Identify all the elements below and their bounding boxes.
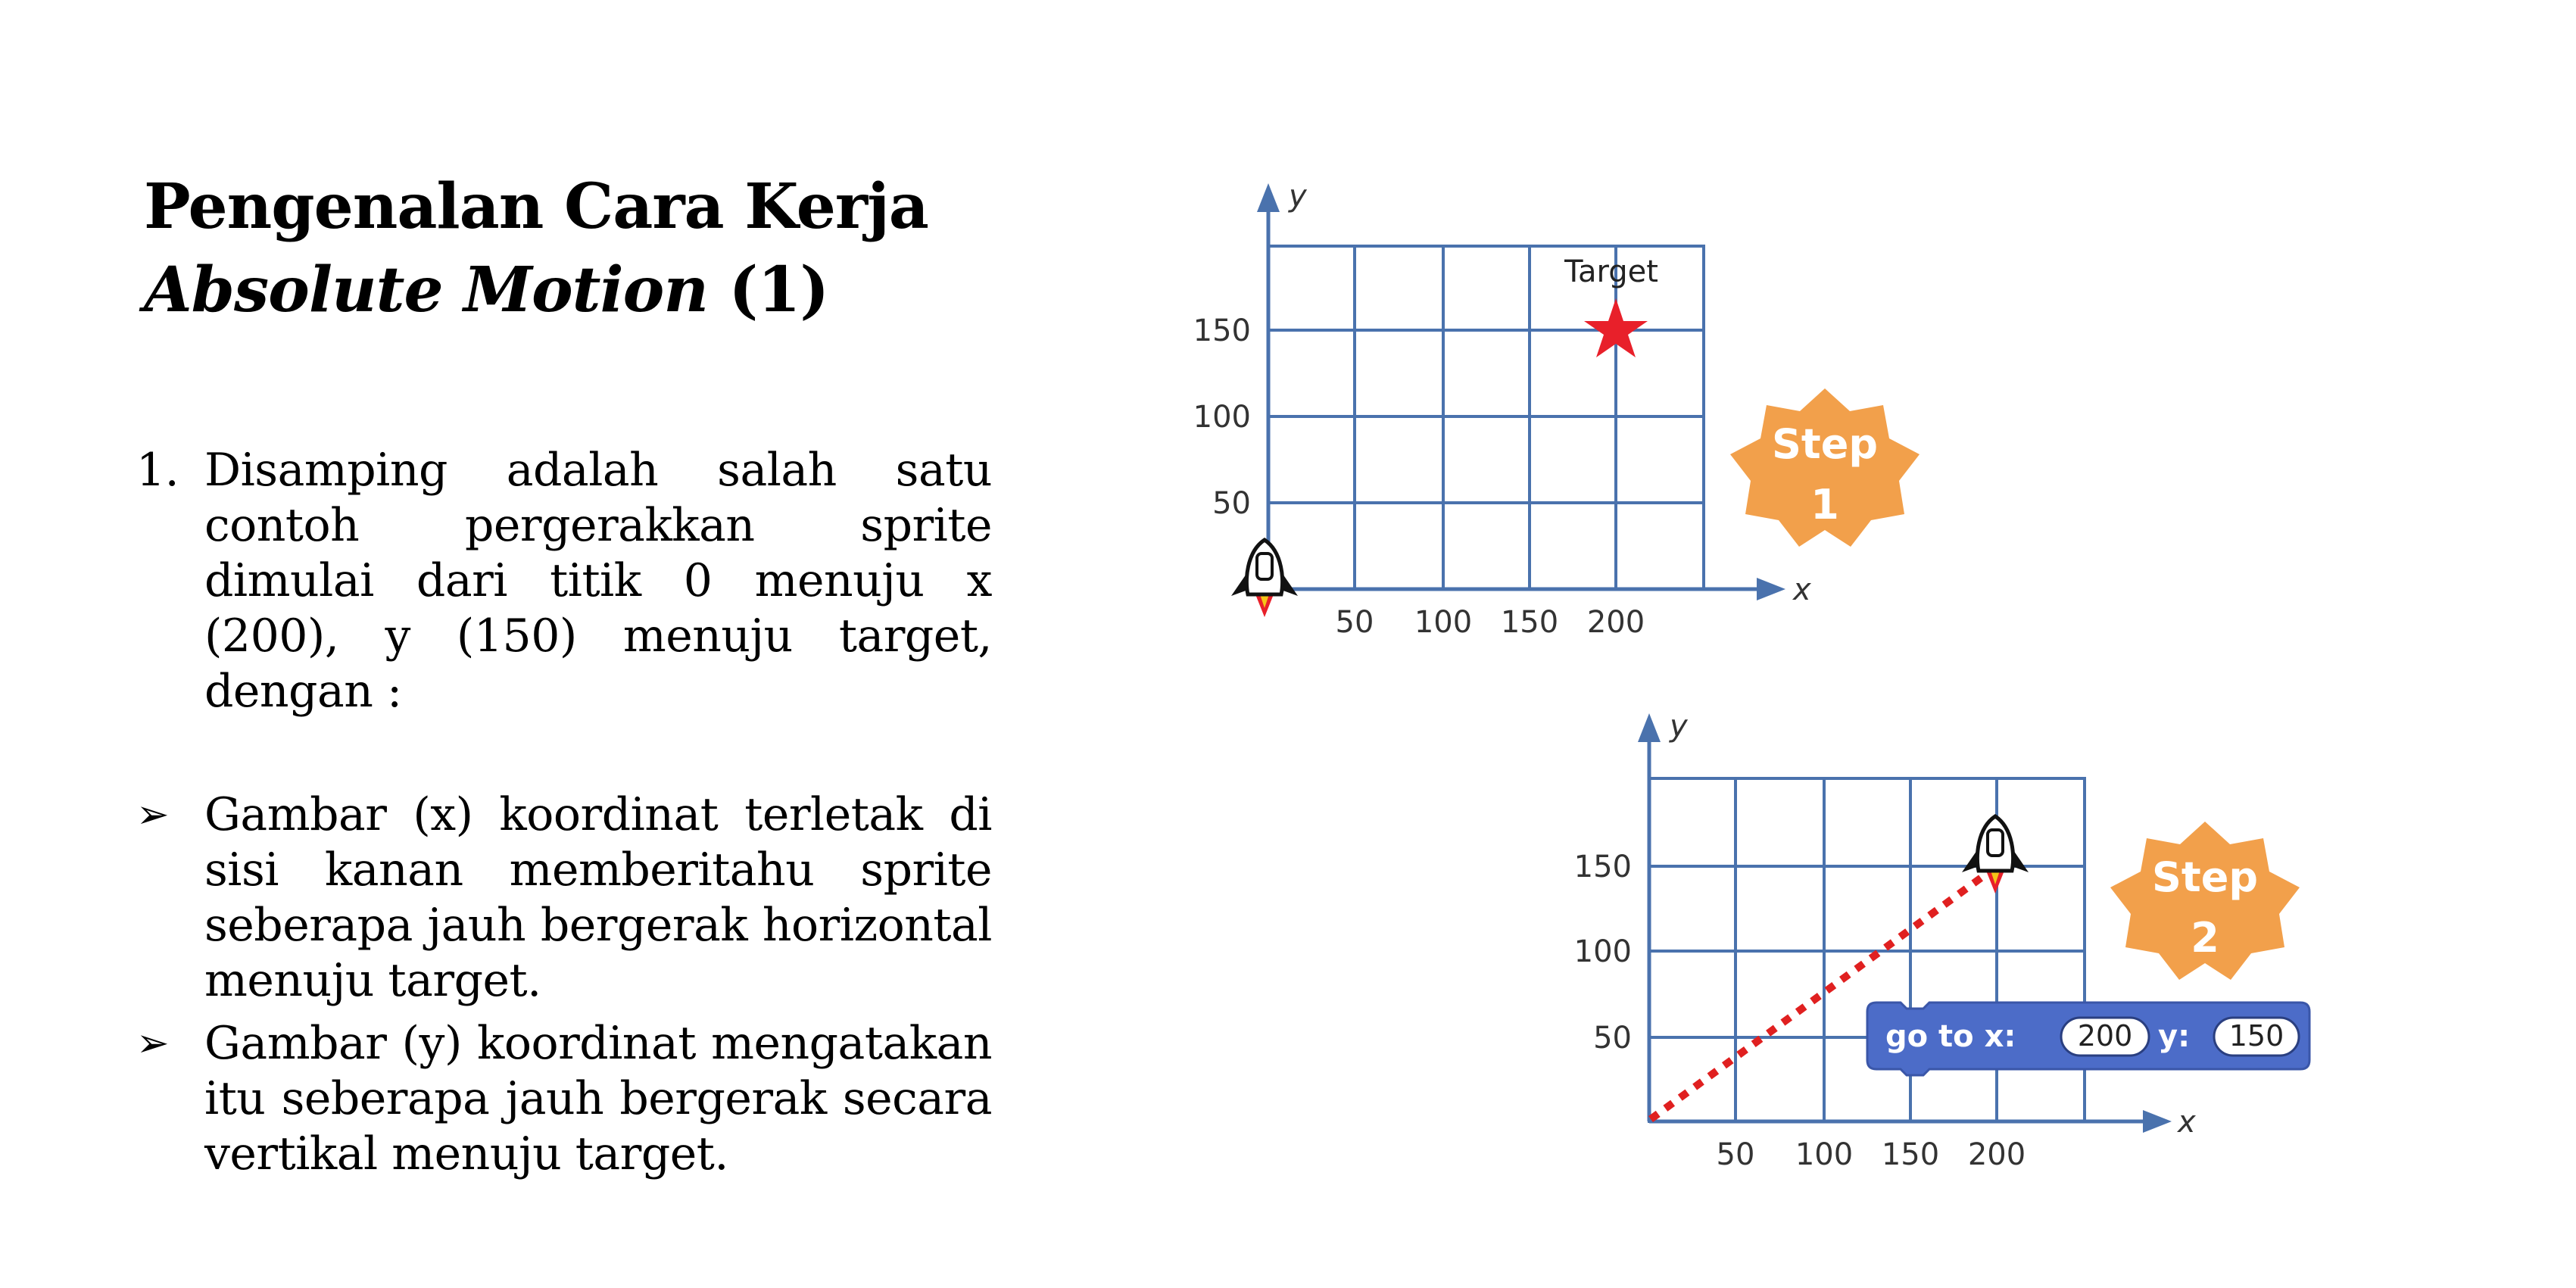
target-label: Target: [1564, 254, 1658, 289]
badge-step-text: Step: [1772, 420, 1878, 468]
y-tick-label: 150: [1193, 313, 1251, 348]
step-1-badge: [1730, 388, 1920, 547]
x-axis-label: x: [1793, 572, 1811, 607]
arrow-bullet-icon: ➢: [136, 1021, 170, 1066]
x-tick-label: 150: [1881, 1137, 1940, 1172]
x-axis: [1268, 572, 1811, 607]
grid: [1268, 246, 1704, 589]
block-x-value: 200: [2077, 1019, 2133, 1053]
y-axis: [1638, 709, 1689, 1121]
rocket-sprite-icon: [1231, 540, 1298, 617]
y-tick-labels: [1193, 313, 1251, 521]
y-tick-label: 150: [1573, 850, 1632, 884]
title-italic: Absolute Motion: [144, 254, 708, 326]
bullet-text: Gambar (y) koordinat mengatakan itu seberapa jauh bergerak secara vertikal menuju target.: [204, 1017, 992, 1180]
x-axis: [1649, 1105, 2196, 1140]
block-y-label: y:: [2158, 1019, 2191, 1054]
x-tick-labels: [1717, 1137, 2026, 1172]
y-axis: [1257, 179, 1308, 589]
numbered-item: [136, 443, 992, 719]
y-tick-labels: [1574, 850, 1632, 1056]
x-tick-label: 50: [1716, 1137, 1755, 1172]
rocket-sprite-icon: [1962, 816, 2029, 893]
y-tick-label: 100: [1193, 400, 1251, 435]
numbered-item-text: Disamping adalah salah satu contoh pergerakkan sprite dimulai dari titik 0 menuju x (200), y (150) menuju target, dengan :: [204, 444, 992, 718]
x-tick-label: 100: [1795, 1137, 1854, 1172]
x-tick-label: 200: [1586, 605, 1645, 640]
title-line-2: [144, 248, 977, 332]
title-rest: (1): [707, 254, 829, 326]
bullet-item: [136, 1016, 992, 1182]
slide-body: [136, 443, 992, 1182]
go-to-xy-block[interactable]: [1867, 1003, 2309, 1075]
number-marker: 1.: [136, 444, 179, 497]
y-tick-label: 50: [1593, 1021, 1632, 1056]
diagram-step-2: [1552, 704, 2340, 1189]
x-tick-label: 200: [1967, 1137, 2026, 1172]
x-tick-labels: [1336, 605, 1645, 640]
badge-step-number: 2: [2191, 914, 2219, 962]
x-tick-label: 50: [1335, 605, 1374, 640]
slide-title: [144, 165, 977, 332]
x-tick-label: 100: [1414, 605, 1473, 640]
bullet-item: [136, 787, 992, 1009]
x-axis-label: x: [2178, 1105, 2196, 1140]
block-go-to-label: go to x:: [1885, 1019, 2016, 1054]
block-y-value: 150: [2228, 1019, 2284, 1053]
diagram-step-1: [1166, 174, 1954, 659]
bullet-text: Gambar (x) koordinat terletak di sisi kanan memberitahu sprite seberapa jauh bergerak horizontal menuju target.: [204, 788, 992, 1007]
y-tick-label: 100: [1573, 934, 1632, 969]
y-tick-label: 50: [1212, 486, 1251, 521]
y-axis-label: y: [1289, 179, 1307, 214]
y-axis-label: y: [1670, 709, 1688, 744]
title-line-1: Pengenalan Cara Kerja: [144, 170, 928, 243]
x-tick-label: 150: [1500, 605, 1559, 640]
step-2-badge: [2110, 822, 2300, 980]
arrow-bullet-icon: ➢: [136, 792, 170, 837]
badge-step-number: 1: [1810, 481, 1839, 529]
badge-step-text: Step: [2152, 853, 2258, 901]
